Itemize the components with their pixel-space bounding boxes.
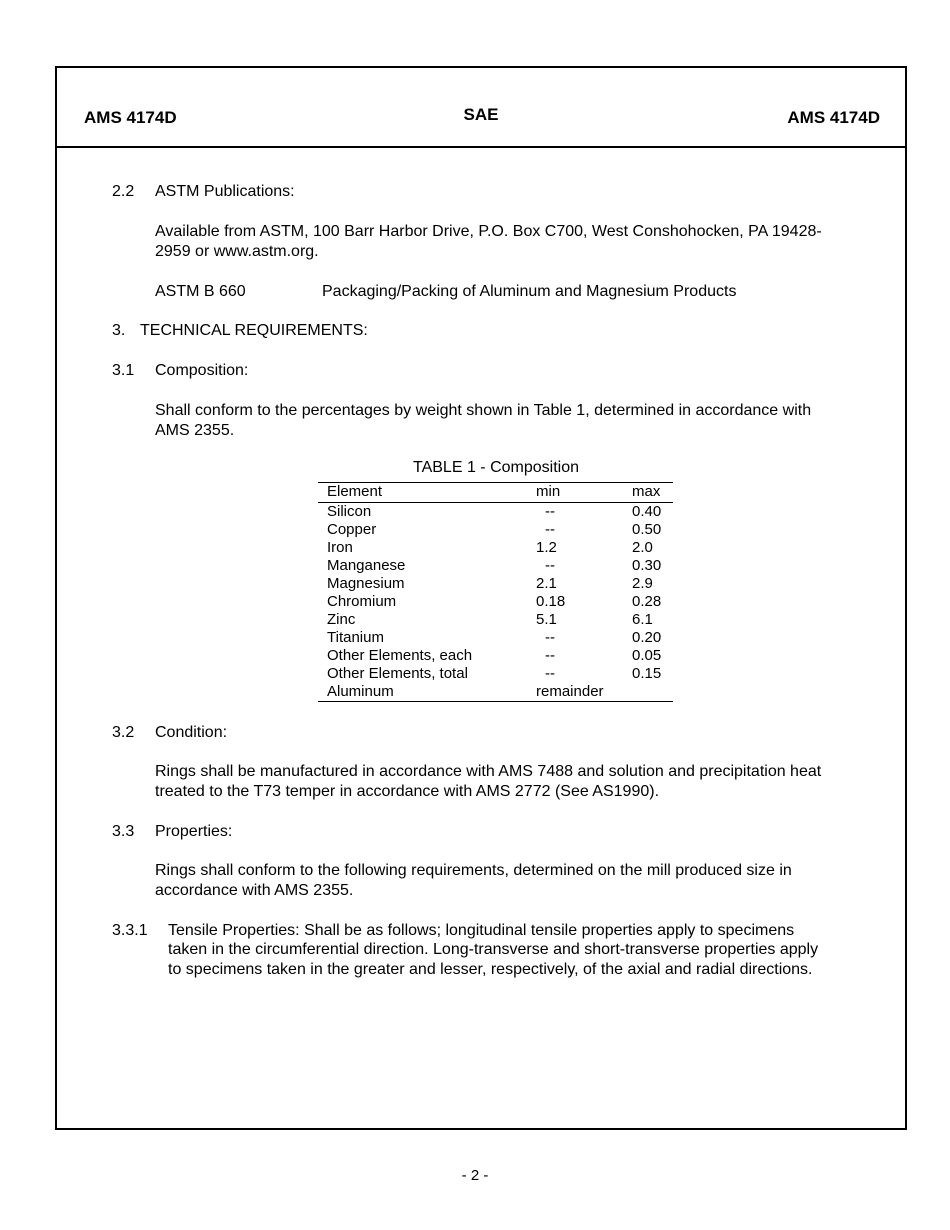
cell-min: -- <box>545 647 555 664</box>
composition-table <box>318 482 673 702</box>
table-title: TABLE 1 - Composition <box>413 459 579 476</box>
header-doc-id-right: AMS 4174D <box>787 108 880 127</box>
cell-element: Silicon <box>327 503 372 520</box>
table-header-row <box>318 483 673 503</box>
table-row <box>318 593 673 611</box>
section-3-3-para-line2: accordance with AMS 2355. <box>155 882 354 899</box>
table-row <box>318 521 673 539</box>
cell-element: Titanium <box>327 629 384 646</box>
section-number-3-2: 3.2 <box>112 724 135 741</box>
cell-min: 1.2 <box>536 539 557 556</box>
section-number-3: 3. <box>112 322 126 339</box>
column-header-element: Element <box>327 483 383 500</box>
cell-min: -- <box>545 521 555 538</box>
section-title-3: TECHNICAL REQUIREMENTS: <box>140 322 368 339</box>
cell-max: 2.9 <box>632 575 653 592</box>
cell-min: -- <box>545 557 555 574</box>
section-3-3-1-line3: to specimens taken in the greater and lesser, respectively, of the axial and radial directions. <box>168 961 813 978</box>
cell-max: 0.28 <box>632 593 662 610</box>
cell-max: 0.05 <box>632 647 662 664</box>
cell-max: 0.30 <box>632 557 662 574</box>
cell-max: 0.15 <box>632 665 662 682</box>
header-org: SAE <box>463 105 499 124</box>
table-row <box>318 611 673 629</box>
cell-element: Manganese <box>327 557 406 574</box>
table-row <box>318 647 673 665</box>
section-number-3-1: 3.1 <box>112 362 135 379</box>
page-number: - 2 - <box>461 1167 489 1184</box>
cell-element: Iron <box>327 539 353 556</box>
section-title-3-3: Properties: <box>155 823 233 840</box>
cell-max: 6.1 <box>632 611 653 628</box>
column-header-min: min <box>536 483 561 500</box>
column-header-max: max <box>632 483 661 500</box>
table-row <box>318 575 673 593</box>
section-title-3-1: Composition: <box>155 362 249 379</box>
section-title-2-2: ASTM Publications: <box>155 183 295 200</box>
cell-element: Aluminum <box>327 683 394 700</box>
cell-min: -- <box>545 629 555 646</box>
cell-element: Chromium <box>327 593 397 610</box>
cell-element: Other Elements, total <box>327 665 468 682</box>
section-3-3-1-line2: taken in the circumferential direction. Long-transverse and short-transverse properties apply <box>168 941 819 958</box>
table-row <box>318 683 673 701</box>
header-doc-id-left: AMS 4174D <box>84 108 177 127</box>
section-3-1-para-line2: AMS 2355. <box>155 422 235 439</box>
section-2-2-para-line1: Available from ASTM, 100 Barr Harbor Drive, P.O. Box C700, West Conshohocken, PA 19428- <box>155 223 822 240</box>
reference-title: Packaging/Packing of Aluminum and Magnesium Products <box>322 283 737 300</box>
section-title-3-2: Condition: <box>155 724 228 741</box>
cell-element: Other Elements, each <box>327 647 473 664</box>
section-2-2-para-line2: 2959 or www.astm.org. <box>155 243 319 260</box>
section-number-2-2: 2.2 <box>112 183 135 200</box>
cell-element: Copper <box>327 521 377 538</box>
cell-min: -- <box>545 665 555 682</box>
cell-max: 0.20 <box>632 629 662 646</box>
section-3-2-para-line2: treated to the T73 temper in accordance with AMS 2772 (See AS1990). <box>155 783 660 800</box>
table-row <box>318 539 673 557</box>
page-header <box>57 68 905 148</box>
section-3-2-para-line1: Rings shall be manufactured in accordance with AMS 7488 and solution and precipitation heat <box>155 763 822 780</box>
section-3-3-1-line1: Tensile Properties: Shall be as follows; longitudinal tensile properties apply to specimens <box>168 922 795 939</box>
reference-code: ASTM B 660 <box>155 283 246 300</box>
cell-min: remainder <box>536 683 604 700</box>
section-3-3-para-line1: Rings shall conform to the following requirements, determined on the mill produced size in <box>155 862 792 879</box>
cell-min: 2.1 <box>536 575 557 592</box>
cell-max: 2.0 <box>632 539 653 556</box>
section-number-3-3: 3.3 <box>112 823 135 840</box>
table-row <box>318 557 673 575</box>
cell-max: 0.40 <box>632 503 662 520</box>
table-row <box>318 629 673 647</box>
cell-element: Magnesium <box>327 575 405 592</box>
cell-element: Zinc <box>327 611 356 628</box>
cell-min: 0.18 <box>536 593 566 610</box>
section-number-3-3-1: 3.3.1 <box>112 922 148 939</box>
cell-max: 0.50 <box>632 521 662 538</box>
cell-min: 5.1 <box>536 611 557 628</box>
cell-min: -- <box>545 503 555 520</box>
table-row <box>318 503 673 521</box>
table-row <box>318 665 673 683</box>
section-3-1-para-line1: Shall conform to the percentages by weight shown in Table 1, determined in accordance with <box>155 402 812 419</box>
